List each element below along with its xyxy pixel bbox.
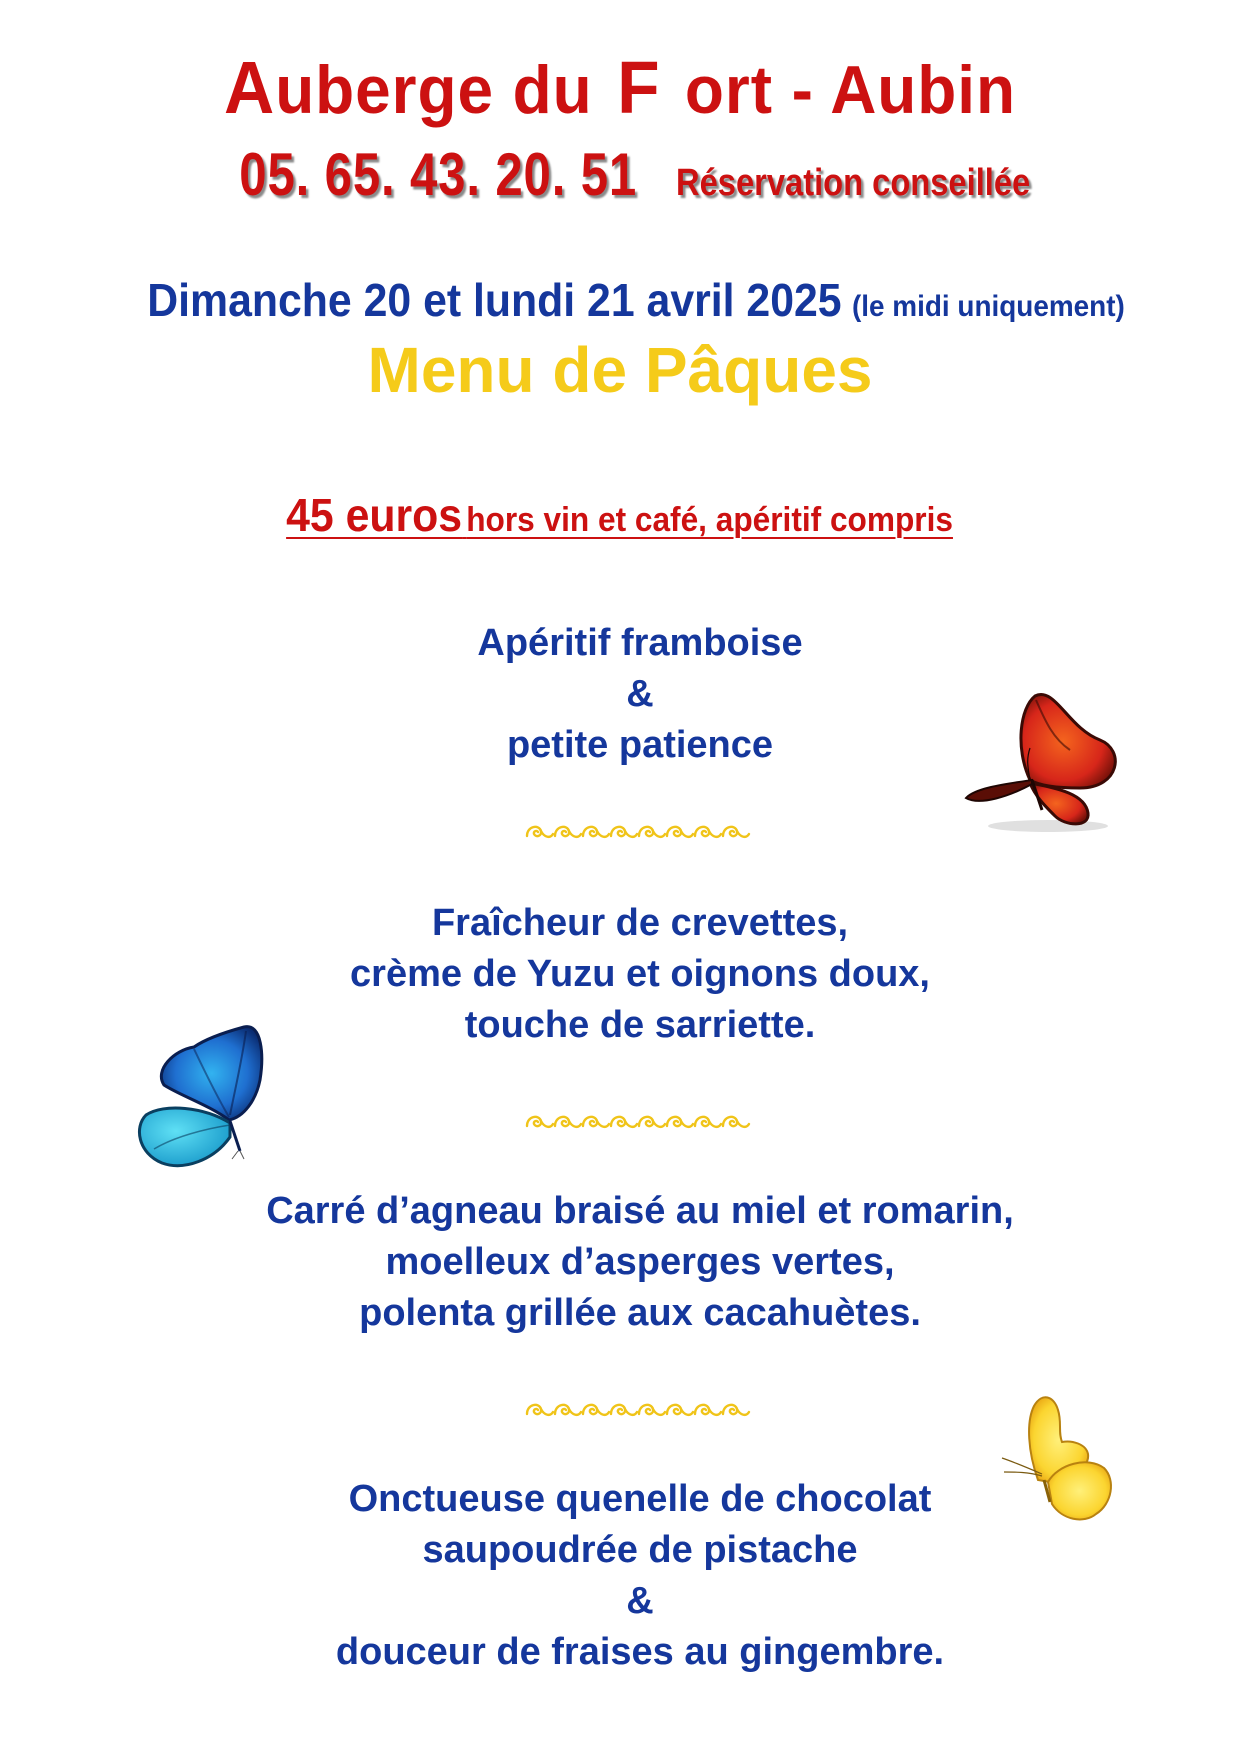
- course-line: &: [626, 1580, 654, 1622]
- title-initial-f: F: [617, 46, 661, 129]
- price-line: [0, 485, 1240, 557]
- course-line: &: [626, 673, 654, 715]
- event-date: Dimanche 20 et lundi 21 avril 2025: [147, 274, 842, 326]
- ornament-icon: [525, 1400, 755, 1422]
- event-date-note: (le midi uniquement): [851, 290, 1125, 323]
- title-end: ort - Aubin: [684, 52, 1016, 128]
- reservation-note: Réservation conseillée: [676, 162, 1031, 204]
- phone-number: 05. 65. 43. 20. 51: [239, 141, 638, 208]
- course-line: crème de Yuzu et oignons doux,: [350, 953, 930, 995]
- course-line: polenta grillée aux cacahuètes.: [359, 1292, 921, 1334]
- blue-butterfly-icon: [134, 1025, 274, 1175]
- ornament-icon: [525, 822, 755, 844]
- price-amount: 45 euros: [286, 489, 463, 541]
- price-note: hors vin et café, apéritif compris: [466, 501, 954, 539]
- course-main: [0, 1186, 1240, 1339]
- course-line: Carré d’agneau braisé au miel et romarin,: [266, 1190, 1014, 1232]
- yellow-butterfly-icon: [998, 1392, 1118, 1532]
- restaurant-name: [37, 48, 1203, 130]
- ornament-icon: [525, 1112, 755, 1134]
- menu-title: Menu de Pâques: [367, 334, 873, 406]
- price-underlined: [287, 485, 954, 557]
- course-line: moelleux d’asperges vertes,: [385, 1241, 895, 1283]
- course-line: touche de sarriette.: [464, 1004, 816, 1046]
- course-line: Apéritif framboise: [477, 622, 803, 664]
- course-line: Fraîcheur de crevettes,: [431, 902, 849, 944]
- contact-line: [0, 140, 1240, 226]
- course-line: douceur de fraises au gingembre.: [335, 1631, 945, 1673]
- course-line: saupoudrée de pistache: [422, 1529, 858, 1571]
- title-initial-a: A: [224, 46, 276, 129]
- course-line: Onctueuse quenelle de chocolat: [348, 1478, 932, 1520]
- course-line: petite patience: [506, 724, 774, 766]
- red-butterfly-icon: [960, 688, 1130, 838]
- title-part: uberge du: [275, 52, 593, 128]
